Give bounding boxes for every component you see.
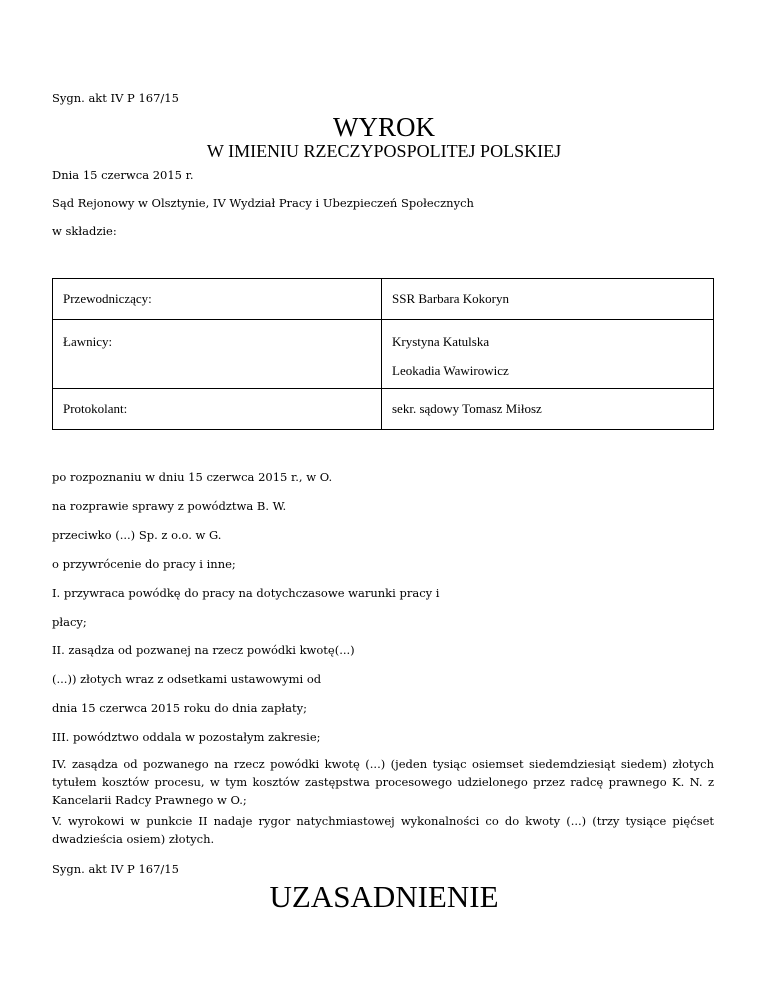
clerk-label-cell: [53, 389, 382, 430]
chair-label: Przewodniczący:: [63, 291, 152, 306]
court-composition-table: [52, 278, 714, 430]
lay-judges-label: Ławnicy:: [63, 334, 113, 349]
reasoning-heading: UZASADNIENIE: [269, 879, 499, 914]
table-row: [53, 320, 714, 389]
clerk-label: Protokolant:: [63, 401, 128, 416]
composition-label: w składzie:: [52, 224, 117, 238]
lay-judge-2: Leokadia Wawirowicz: [392, 363, 509, 378]
point-2-line-c: dnia 15 czerwca 2015 roku do dnia zapłaty;: [52, 701, 307, 715]
table-row: [53, 389, 714, 430]
body-line-1: po rozpoznaniu w dniu 15 czerwca 2015 r., w O.: [52, 470, 333, 484]
point-5: V. wyrokowi w punkcie II nadaje rygor natychmiastowej wykonalności co do kwoty (...) (trzy tysiące pięćset dwadzieścia osiem) złotych.: [52, 814, 714, 846]
point-3: III. powództwo oddala w pozostałym zakresie;: [52, 730, 321, 744]
lay-judges-label-cell: [53, 320, 382, 389]
point-1-line-b: płacy;: [52, 615, 87, 629]
body-line-3: przeciwko (...) Sp. z o.o. w G.: [52, 528, 222, 542]
chair-value: SSR Barbara Kokoryn: [392, 291, 509, 306]
judgment-subtitle: W IMIENIU RZECZYPOSPOLITEJ POLSKIEJ: [206, 141, 562, 161]
chair-label-cell: [53, 279, 382, 320]
point-4: IV. zasądza od pozwanego na rzecz powódki kwotę (...) (jeden tysiąc osiemset siedemdziesiąt siedem) złotych tytułem kosztów procesu, w tym kosztów zastępstwa procesowego udzielonego przez radcę prawnego K. N. z Kancelarii Radcy Prawnego w O.;: [52, 757, 714, 807]
case-number-bottom: Sygn. akt IV P 167/15: [52, 862, 179, 876]
chair-value-cell: [382, 279, 714, 320]
judgment-date: Dnia 15 czerwca 2015 r.: [52, 168, 194, 182]
court-name: Sąd Rejonowy w Olsztynie, IV Wydział Pracy i Ubezpieczeń Społecznych: [52, 196, 474, 210]
point-1-line-a: I. przywraca powódkę do pracy na dotychczasowe warunki pracy i: [52, 586, 440, 600]
lay-judge-1: Krystyna Katulska: [392, 334, 490, 349]
judgment-title: WYROK: [333, 112, 435, 142]
lay-judges-value-cell: [382, 320, 714, 389]
clerk-value-cell: [382, 389, 714, 430]
table-row: [53, 279, 714, 320]
point-2-line-a: II. zasądza od pozwanej na rzecz powódki kwotę(...): [52, 643, 355, 657]
body-line-4: o przywrócenie do pracy i inne;: [52, 557, 236, 571]
point-2-line-b: (...)) złotych wraz z odsetkami ustawowymi od: [52, 672, 322, 686]
case-number-top: Sygn. akt IV P 167/15: [52, 91, 179, 105]
clerk-value: sekr. sądowy Tomasz Miłosz: [392, 401, 542, 416]
body-line-2: na rozprawie sprawy z powództwa B. W.: [52, 499, 287, 513]
